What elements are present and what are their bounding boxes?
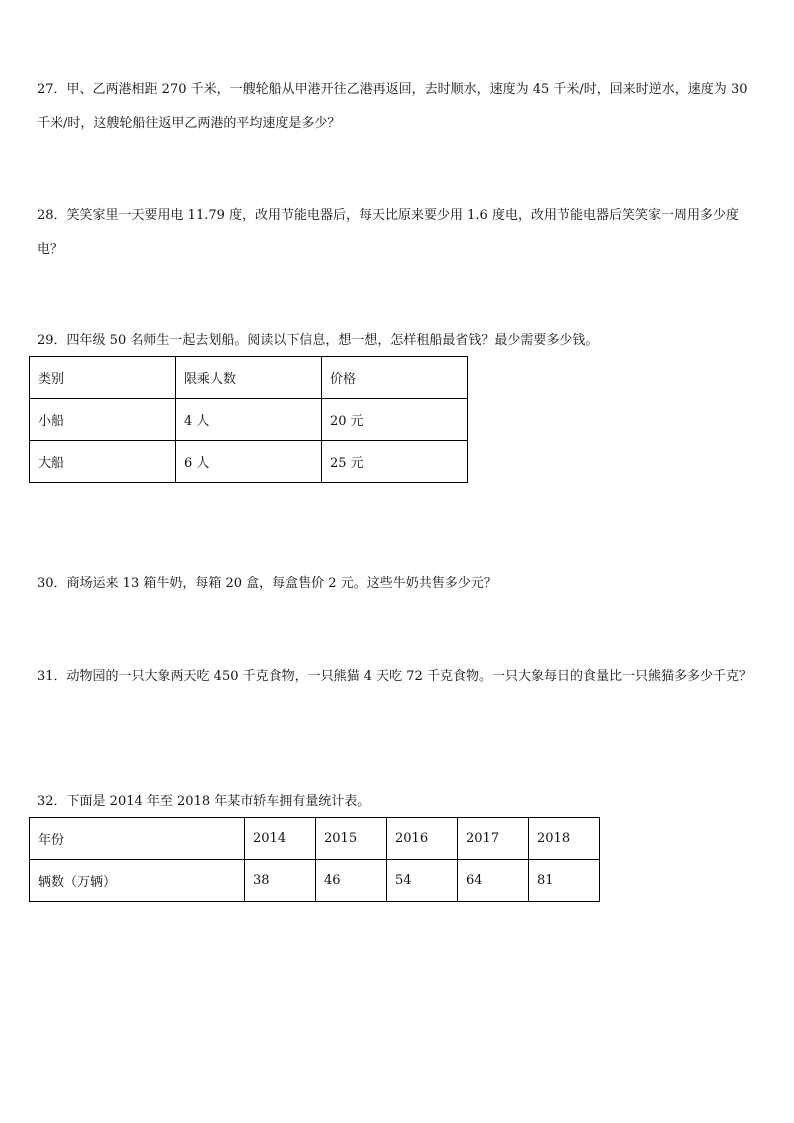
year-cell: 2014	[245, 818, 316, 860]
boat-rental-table	[29, 356, 468, 483]
count-cell: 81	[529, 860, 600, 902]
header-cell: 价格	[322, 357, 468, 399]
question-32: 32．下面是 2014 年至 2018 年某市轿车拥有量统计表。	[37, 794, 371, 809]
table-cell: 4 人	[176, 399, 322, 441]
table-row	[30, 441, 468, 483]
table-header-row	[30, 357, 468, 399]
question-29: 29．四年级 50 名师生一起去划船。阅读以下信息，想一想，怎样租船最省钱？最少需要多少钱。	[37, 333, 599, 348]
question-31: 31．动物园的一只大象两天吃 450 千克食物，一只熊猫 4 天吃 72 千克食物。一只大象每日的食量比一只熊猫多多少千克？	[37, 669, 752, 684]
question-30: 30．商场运来 13 箱牛奶，每箱 20 盒，每盒售价 2 元。这些牛奶共售多少元？	[37, 576, 497, 591]
count-cell: 46	[316, 860, 387, 902]
row-label: 辆数（万辆）	[30, 860, 245, 902]
question-28: 28．笑笑家里一天要用电 11.79 度，改用节能电器后，每天比原来要少用 1.6 度电，改用节能电器后笑笑家一周用多少度电？	[37, 208, 739, 257]
count-row	[30, 860, 600, 902]
table-cell: 20 元	[322, 399, 468, 441]
row-label: 年份	[30, 818, 245, 860]
table-cell: 6 人	[176, 441, 322, 483]
count-cell: 38	[245, 860, 316, 902]
count-cell: 54	[387, 860, 458, 902]
table-cell: 小船	[30, 399, 176, 441]
question-27: 27．甲、乙两港相距 270 千米，一艘轮船从甲港开往乙港再返回，去时顺水，速度为 45 千米/时，回来时逆水，速度为 30 千米/时，这艘轮船往返甲乙两港的平均速度是多少？	[37, 82, 748, 131]
year-cell: 2018	[529, 818, 600, 860]
year-cell: 2015	[316, 818, 387, 860]
table-row	[30, 399, 468, 441]
car-ownership-table	[29, 817, 600, 902]
year-cell: 2017	[458, 818, 529, 860]
year-cell: 2016	[387, 818, 458, 860]
year-row	[30, 818, 600, 860]
header-cell: 类别	[30, 357, 176, 399]
table-cell: 大船	[30, 441, 176, 483]
table-cell: 25 元	[322, 441, 468, 483]
header-cell: 限乘人数	[176, 357, 322, 399]
count-cell: 64	[458, 860, 529, 902]
